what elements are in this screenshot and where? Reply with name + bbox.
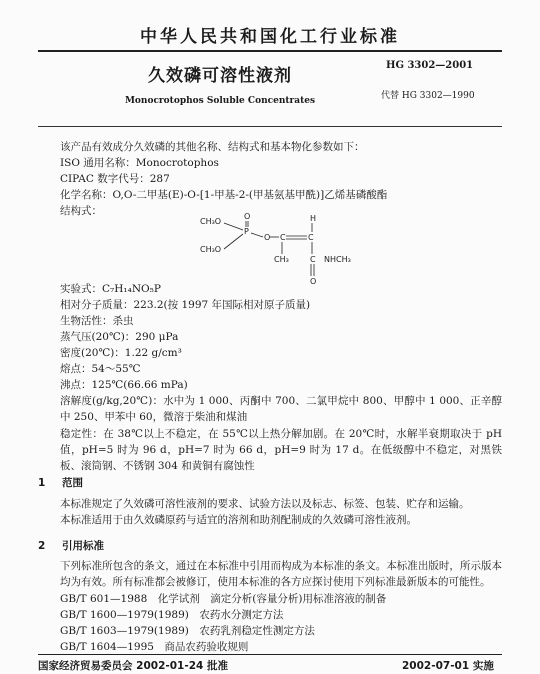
footer-rule bbox=[38, 654, 502, 655]
density: 密度(20℃)：1.22 g/cm³ bbox=[60, 347, 182, 359]
header-rule bbox=[38, 50, 502, 52]
structure-atom: O bbox=[310, 277, 317, 286]
standard-code: HG 3302—2001 bbox=[386, 60, 474, 71]
references-paragraph: 下列标准所包含的条文，通过在本标准中引用而构成为本标准的条文。本标准出版时，所示版本均为有效。所有标准都会被修订，使用本标准的各方应探讨使用下列标准最新版本的可能性。 bbox=[60, 560, 502, 588]
molecular-mass: 相对分子质量：223.2(按 1997 年国际相对原子质量) bbox=[60, 299, 311, 311]
approval-date: 国家经济贸易委员会 2002-01-24 批准 bbox=[38, 660, 228, 672]
structure-atom: NHCH₃ bbox=[324, 255, 351, 264]
reference-item: GB/T 1603—1979(1989) 农药乳剂稳定性测定方法 bbox=[60, 625, 315, 637]
section-title: 引用标准 bbox=[62, 540, 104, 552]
section-2-heading bbox=[38, 538, 104, 553]
chemical-name: 化学名称：O,O-二甲基(E)-O-[1-甲基-2-(甲基氨基甲酰)]乙烯基磷酸酯 bbox=[60, 189, 388, 201]
stability: 稳定性：在 38℃以上不稳定，在 55℃以上热分解加剧。在 20℃时，水解半衰期取决于 pH 值，pH=5 时为 96 d，pH=7 时为 66 d，pH=9 时为 17 d。在低级醇中不稳定，对黑铁板、滚筒钢、不锈钢 304 和黄铜有腐蚀性 bbox=[60, 428, 502, 472]
cipac-code: CIPAC 数字代号：287 bbox=[60, 173, 170, 185]
structure-atom: CH₃ bbox=[274, 255, 289, 264]
structure-atom: C bbox=[280, 233, 286, 242]
structure-atom: H bbox=[310, 214, 317, 223]
section-title: 范围 bbox=[62, 477, 83, 489]
structure-atom: P bbox=[244, 227, 249, 236]
title-rule bbox=[38, 126, 502, 127]
structure-atom: C bbox=[308, 233, 314, 242]
boiling-point: 沸点：125℃(66.66 mPa) bbox=[60, 379, 188, 391]
vapor-pressure: 蒸气压(20℃)：290 μPa bbox=[60, 331, 179, 343]
effective-date: 2002-07-01 实施 bbox=[402, 660, 494, 672]
melting-point: 熔点：54～55℃ bbox=[60, 363, 141, 375]
structure-atom: O bbox=[264, 233, 271, 242]
section-1-heading bbox=[38, 475, 83, 490]
section-number: 1 bbox=[38, 477, 46, 489]
empirical-formula: 实验式：C₇H₁₄NO₅P bbox=[60, 283, 161, 295]
structural-formula bbox=[200, 212, 370, 290]
section-number: 2 bbox=[38, 540, 46, 552]
iso-name: ISO 通用名称：Monocrotophos bbox=[60, 157, 219, 169]
biological-activity: 生物活性：杀虫 bbox=[60, 315, 134, 327]
reference-item: GB/T 1604—1995 商品农药验收规则 bbox=[60, 641, 249, 653]
standard-title-cn: 久效磷可溶性液剂 bbox=[148, 66, 292, 86]
reference-item: GB/T 601—1988 化学试剂 滴定分析(容量分析)用标准溶液的制备 bbox=[60, 593, 387, 605]
standard-title-en: Monocrotophos Soluble Concentrates bbox=[124, 96, 316, 106]
reference-item: GB/T 1600—1979(1989) 农药水分测定方法 bbox=[60, 609, 284, 621]
solubility: 溶解度(g/kg,20℃)：水中为 1 000、丙酮中 700、二氯甲烷中 800、甲醇中 1 000、正辛醇中 250、甲苯中 60，微溶于柴油和煤油 bbox=[60, 395, 502, 423]
structure-atom: CH₃O bbox=[200, 217, 222, 226]
scope-paragraph-2: 本标准适用于由久效磷原药与适宜的溶剂和助剂配制成的久效磷可溶性液剂。 bbox=[60, 514, 417, 526]
header-title: 中华人民共和国化工行业标准 bbox=[140, 27, 400, 47]
structure-atom: CH₃O bbox=[200, 245, 222, 254]
structure-atom: O bbox=[244, 212, 251, 221]
intro-lead: 该产品有效成分久效磷的其他名称、结构式和基本物化参数如下： bbox=[60, 141, 365, 153]
structure-atom: C bbox=[310, 255, 316, 264]
scope-paragraph-1: 本标准规定了久效磷可溶性液剂的要求、试验方法以及标志、标签、包装、贮存和运输。 bbox=[60, 498, 470, 510]
standard-replaces: 代替 HG 3302—1990 bbox=[381, 91, 475, 101]
structure-label: 结构式： bbox=[60, 205, 102, 217]
